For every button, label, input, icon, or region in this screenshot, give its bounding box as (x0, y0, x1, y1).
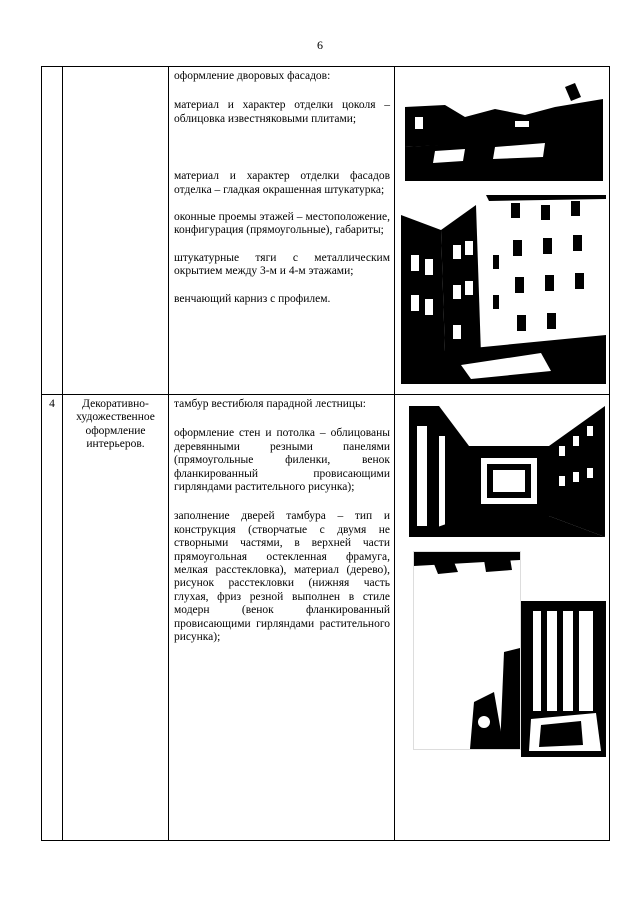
courtyard-facade-photo (401, 195, 606, 384)
description-item: оконные проемы этажей – местоположение, конфигурация (прямоугольные), габариты; (174, 211, 390, 237)
description-cell (169, 395, 395, 841)
vestibule-door-photo (413, 551, 521, 750)
row-number-cell: 4 (42, 395, 63, 841)
description-item: материал и характер отделки цоколя – облицовка известняковыми плитами; (174, 99, 390, 125)
vestibule-doorway-photo (521, 601, 606, 757)
description-item: штукатурные тяги с металлическим окрытием между 3-м и 4-м этажами; (174, 251, 390, 278)
description-item: венчающий карниз с профилем. (174, 292, 331, 305)
photo-cell (395, 395, 610, 841)
row-number-cell (42, 67, 63, 395)
category-cell (63, 67, 169, 395)
description-item: тамбур вестибюля парадной лестницы: (174, 398, 366, 410)
description-item: материал и характер отделки фасадов отделка – гладкая окрашенная штукатурка; (174, 170, 390, 196)
description-cell (169, 67, 395, 395)
table-row (42, 395, 610, 841)
description-item: заполнение дверей тамбура – тип и конструкция (створчатые с двумя не створными частями, в верхней части прямоугольная остекленная фрамуга, мелкая расстекловка), материал (дерево), рисунок расстекловки (нижняя часть глухая, фриз резной выполнен в стиле модерн (венок фланкированный провисающими гирляндами растительного рисунка); (174, 510, 390, 644)
vestibule-ceiling-photo (409, 406, 605, 537)
description-item: оформление дворовых фасадов: (174, 70, 331, 82)
heritage-table (41, 66, 610, 841)
photo-cell (395, 67, 610, 395)
table-row (42, 67, 610, 395)
page-number: 6 (317, 38, 323, 52)
description-item: оформление стен и потолка – облицованы деревянными резными панелями (прямоугольные филенки, венок фланкированный провисающими гирляндами растительного рисунка); (174, 427, 390, 494)
courtyard-plinth-photo (405, 77, 603, 181)
category-cell: Декоративно-художественное оформление интерьеров. (63, 395, 169, 841)
